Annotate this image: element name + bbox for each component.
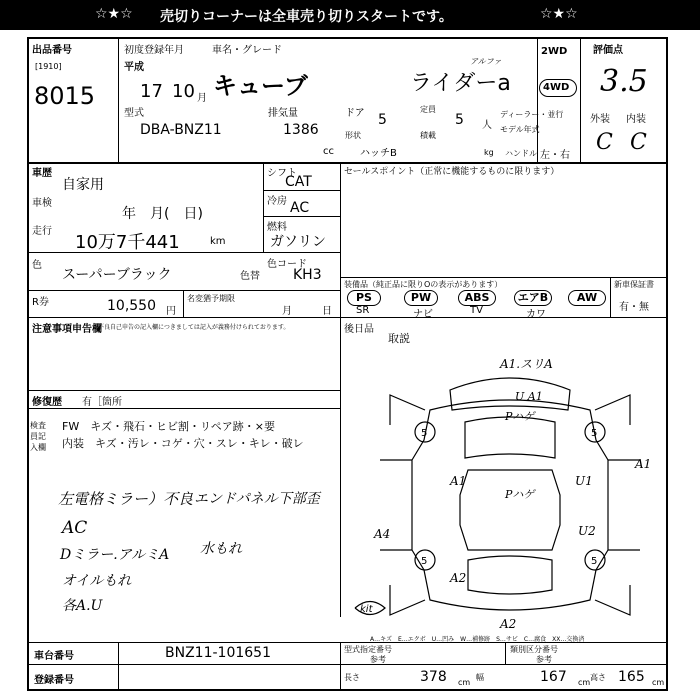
color-code-label: 色コード xyxy=(267,259,307,270)
recycle-unit: 円 xyxy=(166,306,176,317)
type-no-ref: 参考 xyxy=(370,655,386,664)
inspection-label: 車検 xyxy=(32,198,52,209)
score-label: 評価点 xyxy=(593,45,623,56)
capacity-value: 5 xyxy=(455,112,464,128)
diagram-mark-right-rear: U2 xyxy=(578,524,596,538)
dims-wid: 167 xyxy=(540,669,567,685)
dealer-model-year: モデル年式 xyxy=(500,125,540,134)
registration-era: 平成 xyxy=(124,62,144,73)
recycle-value: 10,550 xyxy=(107,298,156,314)
name-change-day: 日 xyxy=(322,306,332,317)
diagram-mark-roof: Pハゲ xyxy=(505,488,535,501)
notes-label: 注意事項申告欄 xyxy=(32,324,102,335)
dims-hgt-label: 高さ xyxy=(590,673,606,682)
dims-len-label: 長さ xyxy=(344,673,360,682)
lot-label: 出品番号 xyxy=(32,45,72,56)
score-value: 3.5 xyxy=(600,64,648,99)
color-value: スーパーブラック xyxy=(62,267,172,283)
score-ext: C xyxy=(596,130,613,155)
rear-items-label: 後日品 xyxy=(344,324,374,335)
banner-text: 売切りコーナーは全車売り切りスタートです。 xyxy=(160,9,453,25)
remark-1: 左電格ミラー）不良 xyxy=(58,490,194,508)
ac-label: 冷房 xyxy=(267,196,287,207)
equip-airbag: エアB xyxy=(514,290,552,306)
inspector-line1: FW キズ・飛石・ヒビ割・リペア跡・×要 xyxy=(62,420,275,433)
chassis-value: BNZ11-101651 xyxy=(165,645,271,661)
dealer-lr: 左・右 xyxy=(540,150,570,161)
registration-month: 10 xyxy=(172,81,195,102)
diagram-tire-rr: 5 xyxy=(591,556,598,567)
model-value: DBA-BNZ11 xyxy=(140,122,222,138)
lot-sub: [1910] xyxy=(35,62,62,71)
inspector-line2: 内装 キズ・汚レ・コゲ・穴・スレ・キレ・破レ xyxy=(62,437,304,450)
engine-label: 排気量 xyxy=(268,108,298,119)
dims-wid-label: 幅 xyxy=(476,673,484,682)
dims-hgt-unit: cm xyxy=(652,678,665,687)
mileage-value: 10万7千441 xyxy=(75,232,180,253)
class-no-ref: 参考 xyxy=(536,655,552,664)
diagram-mark-left-door: A1 xyxy=(450,474,467,488)
equipment-label: 装備品（純正品に限りOの表示があります） xyxy=(344,280,503,289)
diagram-mark-right-door: U1 xyxy=(575,474,593,488)
repair-label: 修復歴 xyxy=(32,397,62,408)
shift-value: CAT xyxy=(285,174,312,190)
dims-wid-unit: cm xyxy=(578,678,591,687)
diagram-kit: kit xyxy=(360,604,373,615)
equip-sr: SR xyxy=(356,305,370,316)
plate-label: 登録番号 xyxy=(34,675,74,686)
dealer-handle: ハンドル xyxy=(505,149,537,158)
diagram-tire-fr: 5 xyxy=(591,428,598,439)
diagram-tire-rl: 5 xyxy=(421,556,428,567)
registration-label: 初度登録年月 xyxy=(124,45,184,56)
color-swap-label: 色替 xyxy=(240,271,260,282)
color-code: KH3 xyxy=(293,267,322,283)
score-int-label: 内装 xyxy=(626,114,646,125)
diagram-legend: A…キズ E…エクボ U…凹み W…補修跡 S…サビ C…腐食 XX…交換済 xyxy=(370,636,585,643)
car-label: 車名・グレード xyxy=(212,45,282,56)
diagram-mark-rear-left: A2 xyxy=(450,571,467,585)
banner-stars-left: ☆★☆ xyxy=(95,6,133,22)
dims-hgt: 165 xyxy=(618,669,645,685)
mileage-label: 走行 xyxy=(32,226,52,237)
remark-5: 各A.U xyxy=(62,598,103,614)
doors-shape-label: 形状 xyxy=(345,131,361,140)
registration-month-unit: 月 xyxy=(197,93,207,104)
drive-2wd: 2WD xyxy=(541,46,568,57)
doors-value: 5 xyxy=(378,112,387,128)
dims-len: 378 xyxy=(420,669,447,685)
dealer-label: ディーラー・並行 xyxy=(500,110,564,119)
capacity-load-label: 積載 xyxy=(420,131,436,140)
warranty-value: 有・無 xyxy=(619,302,649,313)
fuel-value: ガソリン xyxy=(270,234,326,250)
capacity-kg: kg xyxy=(484,148,494,157)
recycle-label: R券 xyxy=(32,297,49,308)
engine-value: 1386 xyxy=(283,122,319,138)
remark-4: オイルもれ xyxy=(62,573,132,589)
car-grade: ライダーa xyxy=(410,71,511,96)
doors-shape: ハッチB xyxy=(360,148,397,159)
color-label: 色 xyxy=(32,260,42,271)
car-grade-note: アルファ xyxy=(470,57,502,66)
lot-number: 8015 xyxy=(34,82,96,110)
score-ext-label: 外装 xyxy=(590,114,610,125)
name-change-label: 名変猶予期限 xyxy=(187,294,235,303)
mileage-unit: km xyxy=(210,236,226,247)
equip-navi: ナビ xyxy=(413,309,433,320)
car-damage-diagram xyxy=(350,350,665,640)
registration-year: 17 xyxy=(140,81,163,102)
equip-tv: TV xyxy=(470,305,483,316)
usage-label: 車歴 xyxy=(32,168,52,179)
usage-value: 自家用 xyxy=(62,177,104,193)
remark-3: Dミラー.アルミA xyxy=(60,547,170,563)
doors-label: ドア xyxy=(345,108,365,119)
fuel-label: 燃料 xyxy=(267,222,287,233)
class-no-label: 類別区分番号 xyxy=(510,645,558,654)
model-label: 型式 xyxy=(124,108,144,119)
score-int: C xyxy=(630,130,647,155)
type-no-label: 型式指定番号 xyxy=(344,645,392,654)
equip-aw: AW xyxy=(568,290,606,306)
capacity-label: 定員 xyxy=(420,105,436,114)
dims-len-unit: cm xyxy=(458,678,471,687)
manual-label: 取説 xyxy=(388,332,410,345)
sales-point-label: セールスポイント（正常に機能するものに限ります） xyxy=(344,167,560,177)
name-change-month: 月 xyxy=(282,306,292,317)
diagram-mark-rear: A2 xyxy=(500,617,517,631)
diagram-mark-hood: U A1 xyxy=(515,390,543,403)
capacity-unit: 人 xyxy=(482,120,492,131)
car-name: キューブ xyxy=(213,72,308,100)
diagram-top-label: A1.スリA xyxy=(500,357,553,371)
equip-abs: ABS xyxy=(458,290,496,306)
diagram-tire-fl: 5 xyxy=(421,428,428,439)
shift-label: シフト xyxy=(267,168,297,179)
equip-pw: PW xyxy=(404,290,438,306)
remark-right-2: 水もれ xyxy=(200,541,242,557)
inspection-value: 年 月( 日) xyxy=(122,206,203,222)
repair-value: 有［箇所 xyxy=(82,397,122,408)
ac-value: AC xyxy=(290,200,310,216)
diagram-mark-left-rear: A4 xyxy=(374,527,391,541)
diagram-mark-right-fender: A1 xyxy=(635,457,652,471)
inspector-label: 検査員記入欄 xyxy=(30,421,46,452)
warranty-label: 新車保証書 xyxy=(614,280,654,289)
equip-leather: カワ xyxy=(526,309,546,320)
banner-stars-right: ☆★☆ xyxy=(540,6,578,22)
equip-ps: PS xyxy=(347,290,381,306)
diagram-mark-hood-paint: Pハゲ xyxy=(505,410,535,423)
chassis-label: 車台番号 xyxy=(34,651,74,662)
remark-2: AC xyxy=(62,518,88,538)
remark-right-1: エンドパネル下部歪 xyxy=(194,491,320,507)
drive-4wd: 4WD xyxy=(543,82,570,93)
notes-sub: 不良自己申告の記入欄につきましては記入が義務付けられております。 xyxy=(98,324,290,331)
engine-unit: cc xyxy=(323,146,334,157)
